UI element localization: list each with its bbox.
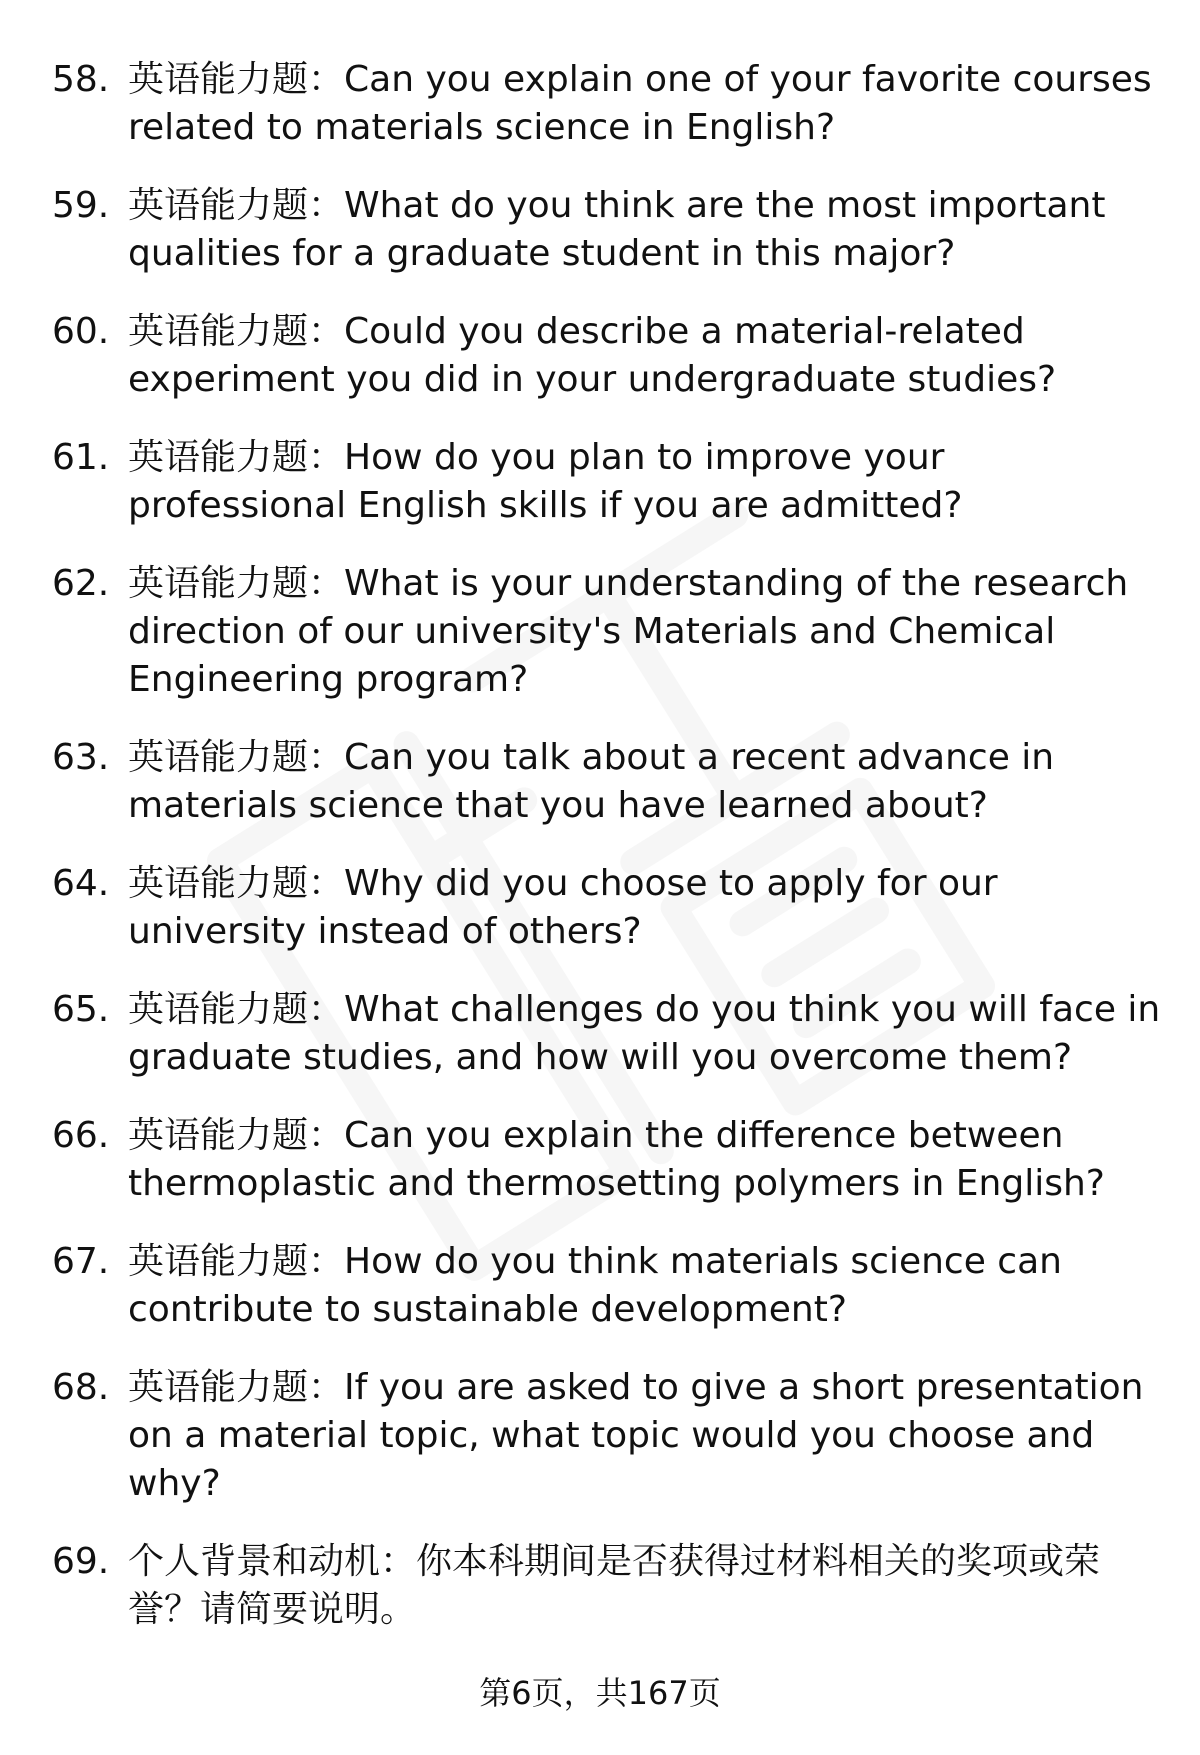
item-text: 英语能力题：Why did you choose to apply for our university instead of others? [128, 863, 998, 952]
list-item [52, 1112, 1162, 1208]
list-item [52, 1238, 1162, 1334]
question-list [52, 56, 1162, 1664]
item-number: 64. [52, 863, 110, 904]
item-text: 个人背景和动机：你本科期间是否获得过材料相关的奖项或荣誉？请简要说明。 [128, 1541, 1101, 1630]
item-number: 67. [52, 1241, 110, 1282]
item-text: 英语能力题：What challenges do you think you will face in graduate studies, and how will you overcome them? [128, 989, 1161, 1078]
item-text: 英语能力题：How do you think materials science can contribute to sustainable development? [128, 1241, 1062, 1330]
item-number: 59. [52, 185, 110, 226]
item-number: 66. [52, 1115, 110, 1156]
item-text: 英语能力题：Can you explain the difference between thermoplastic and thermosetting polymers in English? [128, 1115, 1105, 1204]
list-item [52, 182, 1162, 278]
item-text: 英语能力题：Could you describe a material-related experiment you did in your undergraduate studies? [128, 311, 1057, 400]
item-number: 69. [52, 1541, 110, 1582]
item-number: 63. [52, 737, 110, 778]
item-text: 英语能力题：Can you explain one of your favorite courses related to materials science in English? [128, 59, 1152, 148]
list-item [52, 860, 1162, 956]
list-item [52, 986, 1162, 1082]
item-number: 68. [52, 1367, 110, 1408]
item-number: 65. [52, 989, 110, 1030]
item-text: 英语能力题：How do you plan to improve your professional English skills if you are admitted? [128, 437, 963, 526]
item-text: 英语能力题：What do you think are the most important qualities for a graduate student in this major? [128, 185, 1106, 274]
list-item [52, 734, 1162, 830]
list-item [52, 1538, 1162, 1634]
item-number: 61. [52, 437, 110, 478]
list-item [52, 308, 1162, 404]
list-item [52, 56, 1162, 152]
item-number: 58. [52, 59, 110, 100]
item-number: 62. [52, 563, 110, 604]
list-item [52, 560, 1162, 704]
item-text: 英语能力题：What is your understanding of the research direction of our university's Materials and Chemical Engineering program? [128, 563, 1129, 700]
item-text: 英语能力题：If you are asked to give a short presentation on a material topic, what topic would you choose and why? [128, 1367, 1144, 1504]
page-number: 第6页，共167页 [479, 1674, 721, 1712]
item-number: 60. [52, 311, 110, 352]
item-text: 英语能力题：Can you talk about a recent advance in materials science that you have learned about? [128, 737, 1055, 826]
list-item [52, 1364, 1162, 1508]
list-item [52, 434, 1162, 530]
